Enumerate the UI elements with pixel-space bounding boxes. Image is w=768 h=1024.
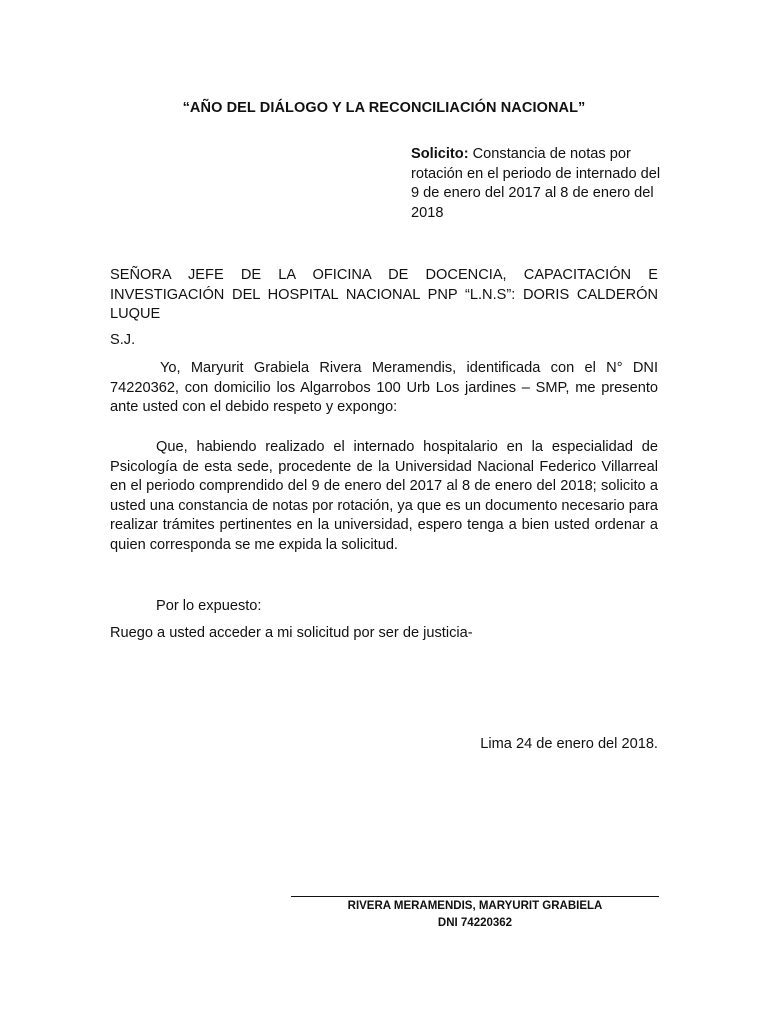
closing-intro: Por lo expuesto: [156, 598, 262, 614]
signatory-dni: DNI 74220362 [437, 917, 513, 929]
request-summary [411, 145, 661, 223]
request-text: Constancia de notas por rotación en el periodo de internado del 9 de enero del 2017 al 8 de enero del 2018 [411, 146, 661, 221]
closing-request: Ruego a usted acceder a mi solicitud por ser de justicia- [110, 625, 473, 641]
date-line: Lima 24 de enero del 2018. [480, 736, 658, 752]
request-label: Solicito: [411, 146, 469, 162]
addressee-title: SEÑORA JEFE DE LA OFICINA DE DOCENCIA, CAPACITACIÓN E INVESTIGACIÓN DEL HOSPITAL [110, 267, 658, 303]
body-paragraph: Que, habiendo realizado el internado hospitalario en la especialidad de Psicología de esta sede, procedente de la Universidad Nacional Federico Villarreal en el periodo comprendido del 9 de enero del 2017 al 8 de enero del 2018; solicito a usted una constancia de notas por rotación, ya que es un documento necesario para realizar trámites pertinentes en la universidad, espero tenga a bien usted ordenar a quien corresponda se me expida la solicitud. [110, 439, 658, 553]
signature-line [291, 896, 659, 897]
addressee-block [110, 266, 658, 325]
intro-paragraph: Yo, Maryurit Grabiela Rivera Meramendis, identificada con el N° DNI 74220362, con domicilio los Algarrobos 100 Urb Los jardines – SMP, me presento ante usted con el debido respeto y expongo: [110, 360, 658, 415]
year-motto-heading: “AÑO DEL DIÁLOGO Y LA RECONCILIACIÓN NACIONAL” [182, 100, 586, 116]
signatory-name: RIVERA MERAMENDIS, MARYURIT GRABIELA [347, 900, 603, 912]
addressee-name: NACIONAL PNP “L.N.S”: DORIS CALDERÓN LUQUE [110, 286, 658, 322]
salutation: S.J. [110, 332, 136, 348]
